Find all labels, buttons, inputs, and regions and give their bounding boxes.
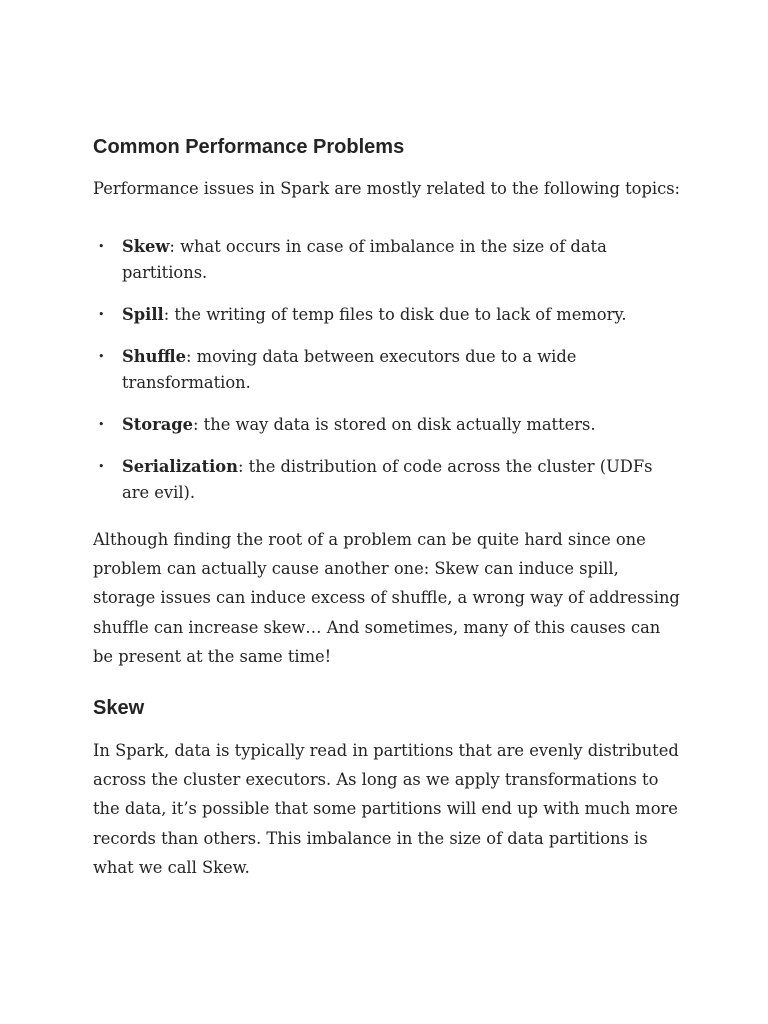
list-item-description: : moving data between executors due to a wide transformation. <box>122 346 577 392</box>
bullet-icon: • <box>98 239 105 253</box>
bullet-icon: • <box>98 349 105 363</box>
section-heading-common-performance-problems: Common Performance Problems <box>93 136 405 158</box>
list-item-shuffle <box>93 344 683 396</box>
list-item-description: : the way data is stored on disk actually matters. <box>193 414 596 434</box>
bullet-icon: • <box>98 459 105 473</box>
list-item-description: : the writing of temp files to disk due to lack of memory. <box>163 304 627 324</box>
list-item-term: Storage <box>122 414 194 434</box>
list-item-serialization <box>93 454 683 506</box>
intro-paragraph: Performance issues in Spark are mostly related to the following topics: <box>93 179 681 198</box>
list-item-description: : what occurs in case of imbalance in the size of data partitions. <box>122 236 607 282</box>
bullet-icon: • <box>98 417 105 431</box>
problem-list <box>93 234 683 506</box>
skew-paragraph: In Spark, data is typically read in partitions that are evenly distributed across the cluster executors. As long as we apply transformations to the data, it’s possible that some partitions will end up with much more records than others. This imbalance in the size of data partitions is what we call Skew. <box>93 740 679 878</box>
list-item-term: Skew <box>122 236 170 256</box>
section-heading-skew: Skew <box>93 696 145 719</box>
list-item-spill <box>93 302 683 328</box>
root-cause-paragraph: Although finding the root of a problem can be quite hard since one problem can actually cause another one: Skew can induce spill, storage issues can induce excess of shuffle, a wrong way of addressing shuffle can increase skew… And sometimes, many of this causes can be present at the same time! <box>93 529 680 667</box>
article-body <box>93 133 683 883</box>
list-item-storage <box>93 412 683 438</box>
list-item-description: : the distribution of code across the cluster (UDFs are evil). <box>122 456 653 502</box>
bullet-icon: • <box>98 307 105 321</box>
list-item-term: Serialization <box>122 456 238 476</box>
list-item-term: Spill <box>122 304 164 324</box>
list-item-skew <box>93 234 683 286</box>
list-item-term: Shuffle <box>122 346 186 366</box>
